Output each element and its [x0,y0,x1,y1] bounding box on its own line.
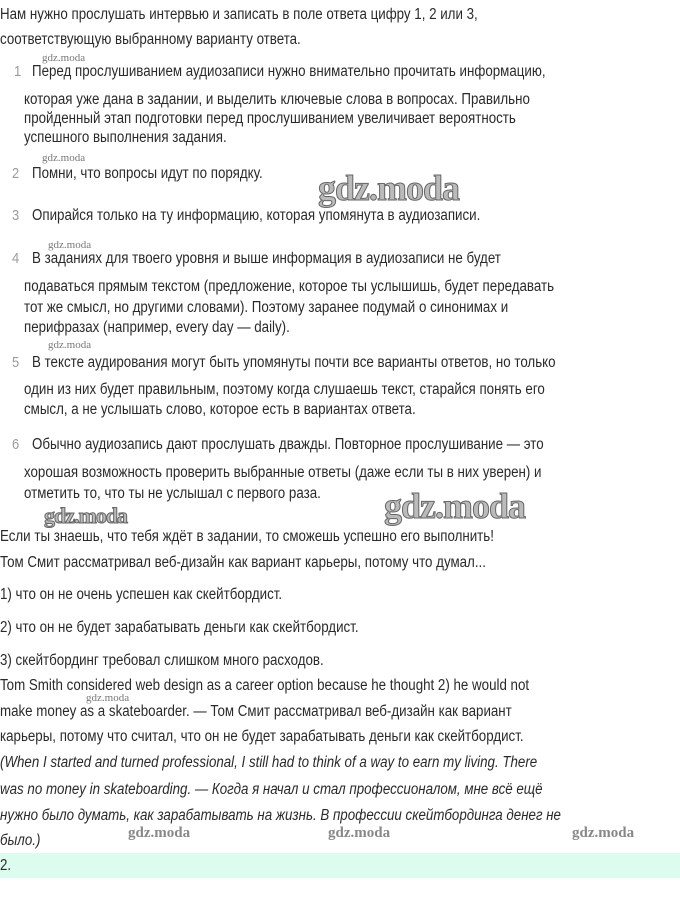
watermark: gdz.moda [318,168,460,208]
tip-text: успешного выполнения задания. [24,129,227,146]
tip-number: 3 [12,207,20,224]
tip-number: 2 [12,165,20,182]
watermark: gdz.moda [384,486,526,526]
tip-text: тот же смысл, но другими словами). Поэтому заранее подумай о синонимах и [24,299,509,316]
tip-text: смысл, а не услышать слово, которое есть в вариантах ответа. [24,401,416,418]
watermark: gdz.moda [328,825,391,841]
watermark: gdz.moda [48,339,92,351]
tip-text: отметить то, что ты не услышал с первого раза. [24,485,321,502]
tip-text: пройденный этап подготовки перед прослушиванием увеличивает вероятность [24,110,516,127]
tip-number: 1 [14,63,22,80]
watermark: gdz.moda [44,503,128,528]
tip-text: перифразах (например, every day — daily). [24,319,290,336]
explanation-text: Tom Smith considered web design as a career option because he thought 2) he would not [0,677,530,694]
quote-text: was no money in skateboarding. — Когда я начал и стал профессионалом, мне всё ещё [0,781,543,798]
option: 2) что он не будет зарабатывать деньги как скейтбордист. [0,619,359,636]
tip-text: Перед прослушиванием аудиозаписи нужно внимательно прочитать информацию, [32,63,546,80]
watermark: gdz.moda [42,152,86,164]
tip-text: которая уже дана в задании, и выделить ключевые слова в вопросах. Правильно [24,91,530,108]
watermark: gdz.moda [128,825,191,841]
quote-text: было.) [0,832,41,849]
tip-number: 6 [12,436,20,453]
answer-value: 2. [0,857,12,874]
answer-field [0,853,680,878]
tip-text: В заданиях для твоего уровня и выше информация в аудиозаписи не будет [32,250,501,267]
tip-text: Опирайся только на ту информацию, которая упомянута в аудиозаписи. [32,207,481,224]
explanation-text: карьеры, потому что считал, что он не будет зарабатывать деньги как скейтбордист. [0,728,524,745]
intro-line: Нам нужно прослушать интервью и записать в поле ответа цифру 1, 2 или 3, [0,6,478,23]
explanation-text: make money as a skateboarder. — Том Смит рассматривал веб-дизайн как вариант [0,703,512,720]
tip-text: Помни, что вопросы идут по порядку. [32,165,263,182]
tip-text: один из них будет правильным, поэтому когда слушаешь текст, старайся понять его [24,381,545,398]
quote-text: (When I started and turned professional, I still had to think of a way to earn my living. There [0,754,538,771]
tip-number: 5 [12,354,20,371]
watermark: gdz.moda [48,239,92,251]
tip-number: 4 [12,250,20,267]
watermark: gdz.moda [86,692,130,704]
option: 1) что он не очень успешен как скейтбордист. [0,586,283,603]
quote-text: нужно было думать, как зарабатывать на жизнь. В профессии скейтбординга денег не [0,807,561,824]
watermark: gdz.moda [42,52,86,64]
tip-text: подаваться прямым текстом (предложение, которое ты услышишь, будет передавать [24,278,555,295]
watermark: gdz.moda [572,825,635,841]
outro-text: Если ты знаешь, что тебя ждёт в задании, то сможешь успешно его выполнить! [0,528,494,545]
tip-text: Обычно аудиозапись дают прослушать дважды. Повторное прослушивание — это [32,436,544,453]
option: 3) скейтбординг требовал слишком много расходов. [0,652,324,669]
tip-text: В тексте аудирования могут быть упомянуты почти все варианты ответов, но только [32,354,556,371]
intro-line: соответствующую выбранному варианту ответа. [0,31,301,48]
question-text: Том Смит рассматривал веб-дизайн как вариант карьеры, потому что думал... [0,554,486,571]
tip-text: хорошая возможность проверить выбранные ответы (даже если ты в них уверен) и [24,464,542,481]
